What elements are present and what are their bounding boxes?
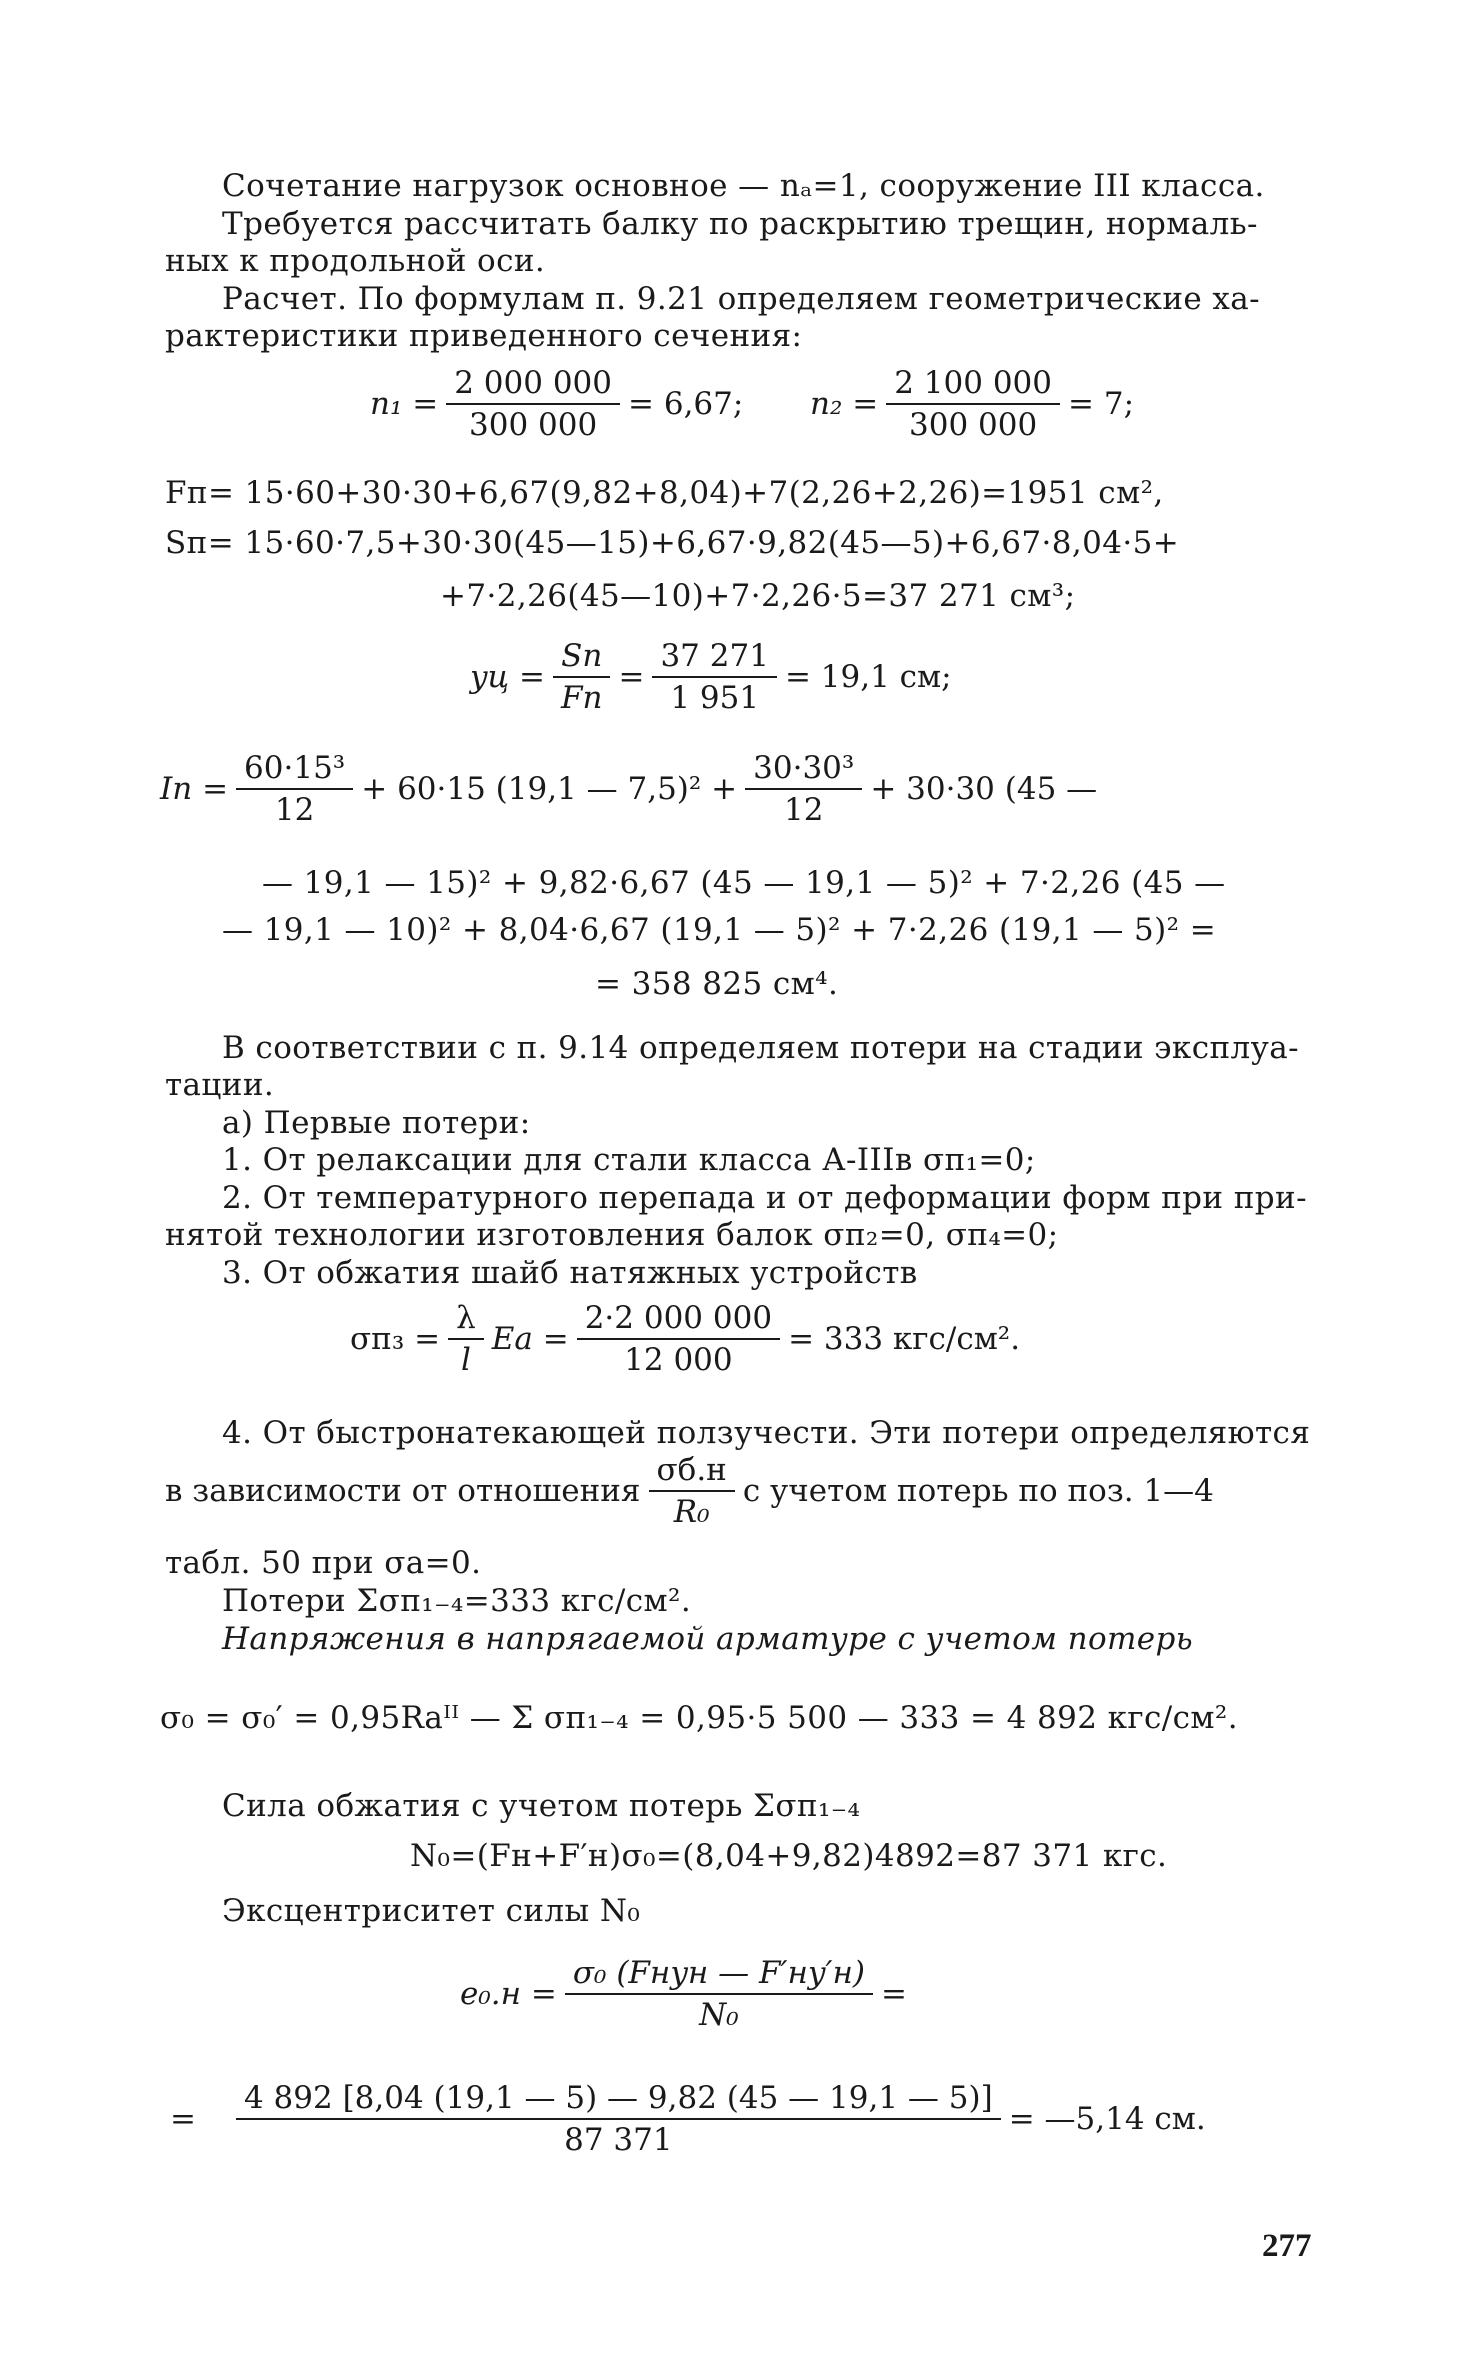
equation-e2-lhs: =	[170, 2101, 196, 2137]
equation-e-rhs: =	[881, 1976, 907, 2012]
fraction-n2-numerator: 2 100 000	[886, 365, 1060, 405]
paragraph-stress-heading: Напряжения в напрягаемой арматуре с учетом потерь	[222, 1621, 1194, 1657]
equation-S-line2: +7·2,26(45—10)+7·2,26·5=37 271 см³;	[440, 578, 1076, 614]
equation-y-rhs: = 19,1 см;	[784, 659, 952, 695]
equation-I-rhs: + 30·30 (45 —	[870, 771, 1098, 807]
fraction-n1	[446, 365, 620, 443]
equation-sigma3-rhs: = 333 кгс/см².	[788, 1321, 1021, 1357]
fraction-y-symbolic-numerator: Sп	[553, 638, 610, 678]
equation-n2-lhs: n₂ =	[810, 386, 879, 422]
equation-sigma3-middle: Eа =	[491, 1321, 569, 1357]
fraction-sigma3-numeric-numerator: 2·2 000 000	[577, 1300, 780, 1340]
page-number: 277	[1262, 2228, 1312, 2264]
equation-e-line2	[170, 2080, 1206, 2158]
equation-n1	[370, 365, 743, 443]
paragraph-table-ref: табл. 50 при σа=0.	[165, 1545, 482, 1581]
paragraph-calc-line1: Расчет. По формулам п. 9.21 определяем геометрические ха-	[222, 281, 1261, 317]
fraction-ratio-denominator: R₀	[673, 1494, 710, 1530]
fraction-y-numeric-numerator: 37 271	[652, 638, 776, 678]
fraction-y-numeric-denominator: 1 951	[670, 680, 760, 716]
equation-I-line4: = 358 825 см⁴.	[595, 966, 839, 1002]
fraction-I-first-denominator: 12	[274, 792, 315, 828]
fraction-sigma3-symbolic-numerator: λ	[448, 1300, 484, 1340]
paragraph-calc-line2: рактеристики приведенного сечения:	[165, 318, 803, 354]
equation-sigma3-lhs: σп₃ =	[350, 1321, 441, 1357]
fraction-n1-numerator: 2 000 000	[446, 365, 620, 405]
fraction-sigma3-symbolic-denominator: l	[460, 1342, 471, 1378]
list-item-compression: 3. От обжатия шайб натяжных устройств	[222, 1255, 918, 1291]
fraction-e-symbolic-denominator: N₀	[699, 1997, 739, 2033]
fraction-e-numeric-denominator: 87 371	[564, 2122, 673, 2158]
fraction-I-first-numerator: 60·15³	[236, 750, 353, 790]
equation-sigma3	[350, 1300, 1020, 1378]
equation-n1-rhs: = 6,67;	[628, 386, 744, 422]
fraction-n2	[886, 365, 1060, 443]
paragraph-total-losses: Потери Σσп₁₋₄=333 кгс/см².	[222, 1583, 692, 1619]
list-item-relaxation: 1. От релаксации для стали класса А-IIIв σп₁=0;	[222, 1142, 1036, 1178]
paragraph-ratio-suffix: с учетом потерь по поз. 1—4	[742, 1473, 1214, 1509]
paragraph-compression-force: Сила обжатия с учетом потерь Σσп₁₋₄	[222, 1788, 861, 1824]
fraction-sigma3-numeric	[577, 1300, 780, 1378]
equation-n2	[810, 365, 1134, 443]
fraction-I-second	[745, 750, 862, 828]
paragraph-ratio-prefix: в зависимости от отношения	[165, 1473, 641, 1509]
equation-n2-rhs: = 7;	[1068, 386, 1135, 422]
fraction-n1-denominator: 300 000	[469, 407, 598, 443]
equation-S-line1: Sп= 15·60·7,5+30·30(45—15)+6,67·9,82(45—5)+6,67·8,04·5+	[165, 525, 1180, 561]
paragraph-first-losses: а) Первые потери:	[222, 1105, 531, 1141]
paragraph-ratio	[165, 1452, 1214, 1530]
equation-N0: N₀=(Fн+F′н)σ₀=(8,04+9,82)4892=87 371 кгс.	[410, 1838, 1168, 1874]
fraction-n2-denominator: 300 000	[909, 407, 1038, 443]
paragraph-eccentricity: Эксцентриситет силы N₀	[222, 1893, 641, 1929]
fraction-e-symbolic-numerator: σ₀ (Fнyн — F′нy′н)	[565, 1955, 873, 1995]
fraction-sigma3-symbolic	[448, 1300, 484, 1378]
equation-y-lhs: yц =	[470, 659, 545, 695]
fraction-y-symbolic	[553, 638, 610, 716]
equation-e-lhs: e₀.н =	[460, 1976, 557, 2012]
fraction-sigma3-numeric-denominator: 12 000	[624, 1342, 733, 1378]
list-item-temperature-line2: нятой технологии изготовления балок σп₂=0, σп₄=0;	[165, 1217, 1059, 1253]
equation-n1-lhs: n₁ =	[370, 386, 439, 422]
paragraph-task-line2: ных к продольной оси.	[165, 243, 546, 279]
fraction-e-symbolic	[565, 1955, 873, 2033]
equation-y	[470, 638, 952, 716]
paragraph-losses-line2: тации.	[165, 1067, 275, 1103]
paragraph-losses-line1: В соответствии с п. 9.14 определяем потери на стадии эксплуа-	[222, 1030, 1300, 1066]
fraction-ratio	[649, 1452, 735, 1530]
paragraph-load-combination: Сочетание нагрузок основное — nₐ=1, сооружение III класса.	[222, 168, 1265, 204]
fraction-e-numeric	[236, 2080, 1001, 2158]
equation-sigma0: σ₀ = σ₀′ = 0,95Rаᴵᴵ — Σ σп₁₋₄ = 0,95·5 500 — 333 = 4 892 кгс/см².	[160, 1700, 1239, 1736]
fraction-ratio-numerator: σб.н	[649, 1452, 735, 1492]
equation-y-equals: =	[618, 659, 645, 695]
list-item-temperature-line1: 2. От температурного перепада и от деформации форм при при-	[222, 1180, 1307, 1216]
equation-F: Fп= 15·60+30·30+6,67(9,82+8,04)+7(2,26+2,26)=1951 см²,	[165, 475, 1164, 511]
equation-I-line2: — 19,1 — 15)² + 9,82·6,67 (45 — 19,1 — 5)² + 7·2,26 (45 —	[262, 865, 1226, 901]
fraction-e-numeric-numerator: 4 892 [8,04 (19,1 — 5) — 9,82 (45 — 19,1 — 5)]	[236, 2080, 1001, 2120]
list-item-creep: 4. От быстронатекающей ползучести. Эти потери определяются	[222, 1415, 1311, 1451]
equation-I-lhs: Iп =	[160, 771, 229, 807]
equation-e2-rhs: = —5,14 см.	[1008, 2101, 1206, 2137]
equation-I-line3: — 19,1 — 10)² + 8,04·6,67 (19,1 — 5)² + 7·2,26 (19,1 — 5)² =	[222, 912, 1217, 948]
fraction-I-first	[236, 750, 353, 828]
paragraph-task-line1: Требуется рассчитать балку по раскрытию трещин, нормаль-	[222, 206, 1258, 242]
fraction-I-second-numerator: 30·30³	[745, 750, 862, 790]
equation-e-line1	[460, 1955, 907, 2033]
equation-I-middle: + 60·15 (19,1 — 7,5)² +	[361, 771, 738, 807]
fraction-y-symbolic-denominator: Fп	[560, 680, 603, 716]
equation-I-line1	[160, 750, 1097, 828]
fraction-y-numeric	[652, 638, 776, 716]
fraction-I-second-denominator: 12	[784, 792, 824, 828]
